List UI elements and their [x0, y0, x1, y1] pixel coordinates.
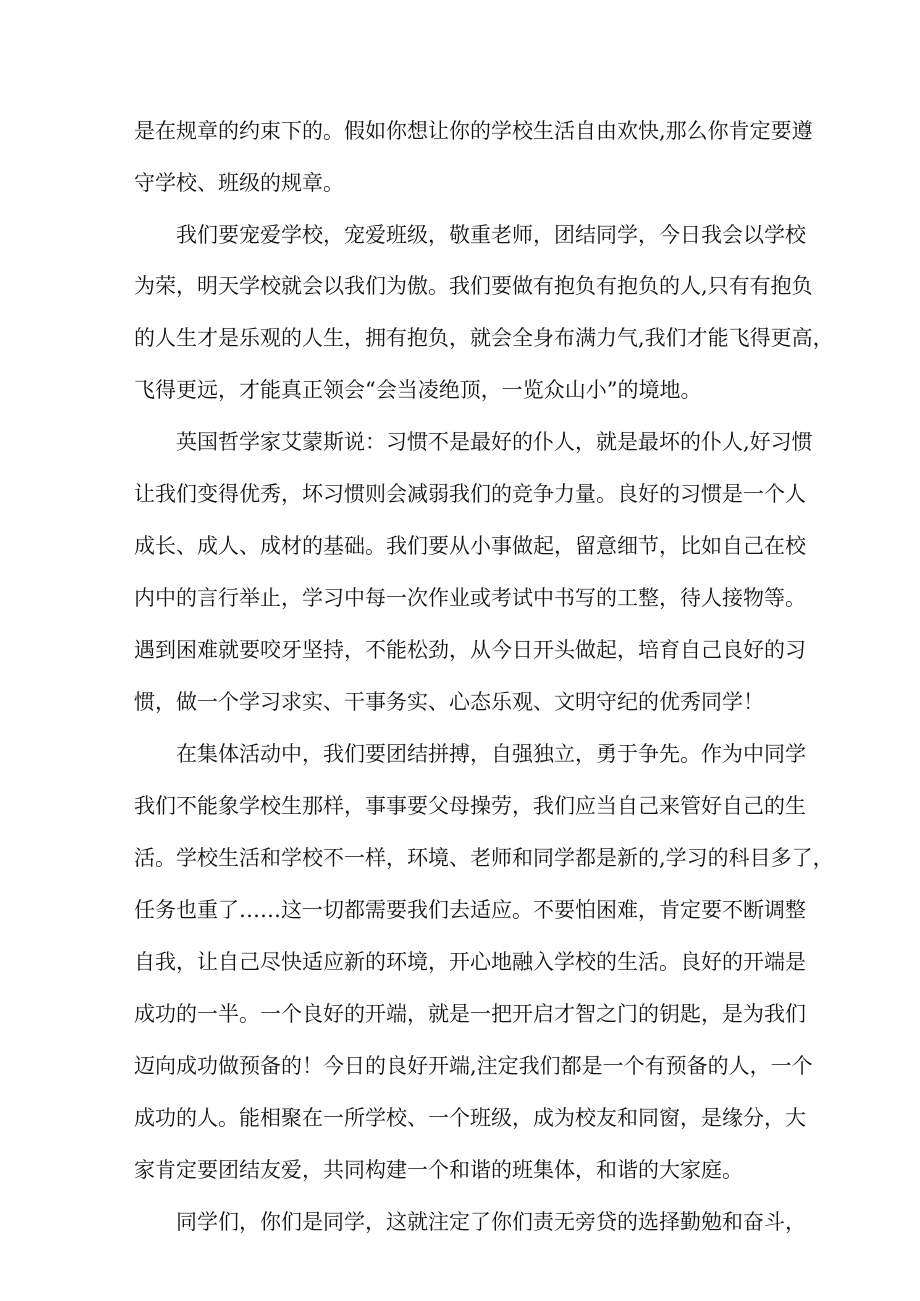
text-line — [0, 108, 920, 154]
line-text: 活。学校生活和学校不一样，环境、老师和同学都是新的,学习的科目多了， — [134, 846, 834, 870]
text-line — [0, 263, 920, 309]
text-line — [0, 212, 920, 258]
text-line — [0, 367, 920, 413]
text-line — [0, 523, 920, 569]
line-text: 在集体活动中，我们要团结拼搏，自强独立，勇于争先。作为中同学 — [176, 742, 806, 766]
text-line — [0, 627, 920, 673]
text-line — [0, 419, 920, 465]
text-line — [0, 1199, 920, 1245]
line-text: 让我们变得优秀，坏习惯则会减弱我们的竞争力量。良好的习惯是一个人 — [134, 482, 806, 506]
text-line — [0, 835, 920, 881]
line-text: 成长、成人、成材的基础。我们要从小事做起，留意细节，比如自己在校 — [134, 534, 806, 558]
text-line — [0, 939, 920, 985]
text-line — [0, 731, 920, 777]
line-text: 内中的言行举止，学习中每一次作业或考试中书写的工整，待人接物等。 — [134, 586, 806, 610]
text-line — [0, 1147, 920, 1193]
text-line — [0, 783, 920, 829]
line-text: 的人生才是乐观的人生，拥有抱负，就会全身布满力气,我们才能飞得更高， — [134, 326, 834, 350]
line-text: 我们要宠爱学校，宠爱班级，敬重老师，团结同学，今日我会以学校 — [176, 223, 806, 247]
line-text: 英国哲学家艾蒙斯说：习惯不是最好的仆人，就是最坏的仆人,好习惯 — [176, 430, 813, 454]
line-text: 同学们，你们是同学，这就注定了你们责无旁贷的选择勤勉和奋斗， — [176, 1210, 806, 1234]
line-text: 成功的人。能相聚在一所学校、一个班级，成为校友和同窗，是缘分，大 — [134, 1106, 806, 1130]
line-text: 家肯定要团结友爱，共同构建一个和谐的班集体，和谐的大家庭。 — [134, 1158, 743, 1182]
line-text: 守学校、班级的规章。 — [134, 171, 344, 195]
text-line — [0, 991, 920, 1037]
text-line — [0, 160, 920, 206]
line-text: 我们不能象学校生那样，事事要父母操劳，我们应当自己来管好自己的生 — [134, 794, 806, 818]
line-text: 遇到困难就要咬牙坚持，不能松劲，从今日开头做起，培育自己良好的习 — [134, 638, 806, 662]
line-text: 惯，做一个学习求实、干事务实、心态乐观、文明守纪的优秀同学！ — [134, 690, 764, 714]
text-line — [0, 471, 920, 517]
line-text: 任务也重了……这一切都需要我们去适应。不要怕困难，肯定要不断调整 — [134, 898, 806, 922]
line-text: 成功的一半。一个良好的开端，就是一把开启才智之门的钥匙，是为我们 — [134, 1002, 806, 1026]
text-line — [0, 315, 920, 361]
text-line — [0, 887, 920, 933]
line-text: 为荣，明天学校就会以我们为傲。我们要做有抱负有抱负的人,只有有抱负 — [134, 274, 813, 298]
line-text: 飞得更远，才能真正领会“会当凌绝顶，一览众山小”的境地。 — [134, 378, 702, 402]
line-text: 自我，让自己尽快适应新的环境，开心地融入学校的生活。良好的开端是 — [134, 950, 806, 974]
text-line — [0, 1043, 920, 1089]
line-text: 迈向成功做预备的！今日的良好开端,注定我们都是一个有预备的人，一个 — [134, 1054, 813, 1078]
text-line — [0, 1095, 920, 1141]
line-text: 是在规章的约束下的。假如你想让你的学校生活自由欢快,那么你肯定要遵 — [134, 119, 813, 143]
text-line — [0, 679, 920, 725]
text-line — [0, 575, 920, 621]
